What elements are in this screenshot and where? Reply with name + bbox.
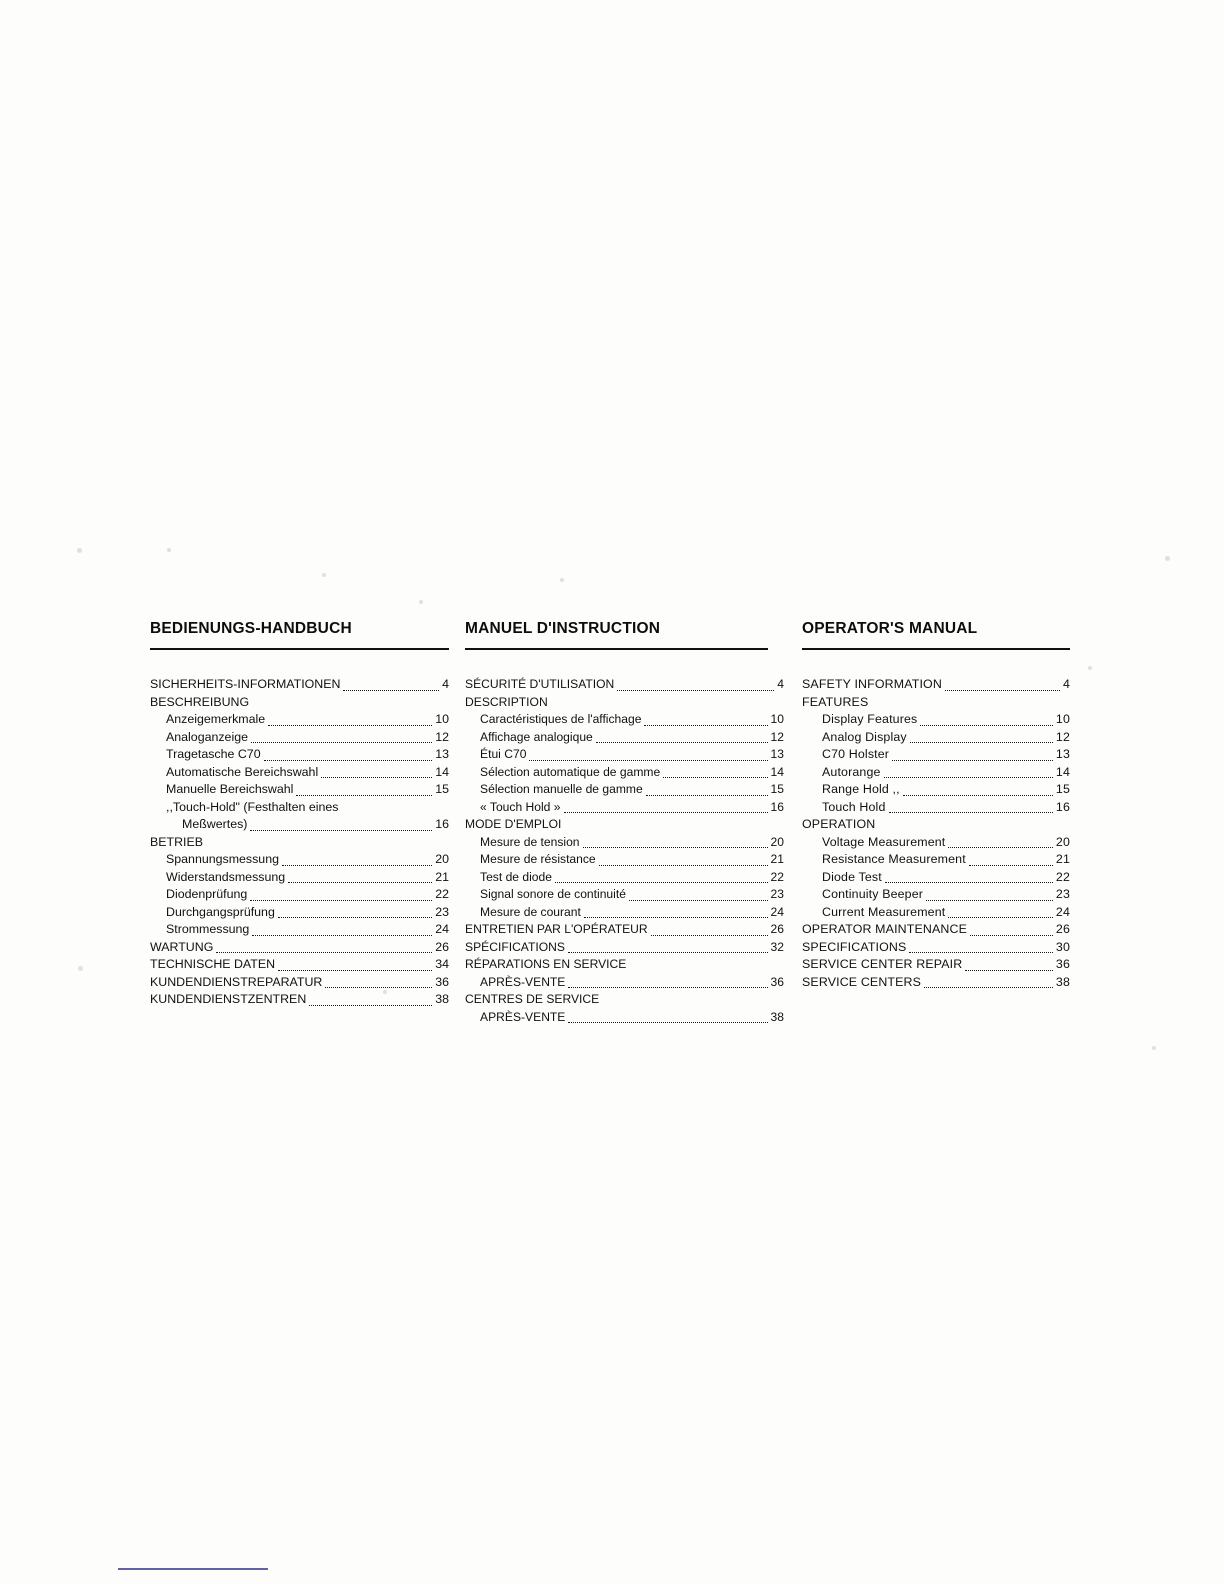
toc-entry-label: SPÉCIFICATIONS <box>465 939 565 954</box>
toc-entry-label: Caractéristiques de l'affichage <box>480 712 642 726</box>
toc-list-french <box>465 676 784 1026</box>
toc-leader-dots <box>602 998 781 1006</box>
toc-leader-dots <box>250 892 432 901</box>
scan-artifact <box>1152 1046 1156 1050</box>
toc-leader-dots <box>617 682 774 691</box>
toc-entry-label: Spannungsmessung <box>166 852 279 866</box>
toc-leader-dots <box>920 717 1053 726</box>
toc-list-german <box>150 676 449 1009</box>
toc-entry[interactable] <box>465 991 784 1009</box>
toc-list-english <box>802 676 1070 991</box>
toc-leader-dots <box>871 700 1067 708</box>
toc-entry[interactable] <box>802 921 1070 939</box>
toc-entry-label: Anzeigemerkmale <box>166 712 266 726</box>
toc-leader-dots <box>884 769 1053 778</box>
toc-entry-label: Voltage Measurement <box>822 834 946 849</box>
toc-entry[interactable] <box>465 851 784 869</box>
toc-entry-page: 13 <box>770 747 784 761</box>
toc-entry[interactable] <box>150 694 449 712</box>
toc-leader-dots <box>250 822 432 831</box>
toc-entry[interactable] <box>150 991 449 1009</box>
toc-entry-page: 24 <box>770 904 784 919</box>
toc-entry-label: Autorange <box>822 764 881 779</box>
toc-entry-label: SERVICE CENTERS <box>802 974 922 989</box>
toc-leader-dots <box>948 909 1053 918</box>
toc-entry[interactable] <box>465 1009 784 1027</box>
toc-leader-dots <box>948 839 1053 848</box>
toc-entry-page: 26 <box>435 939 450 954</box>
toc-column-german <box>150 620 449 1009</box>
title-rule <box>802 648 1070 650</box>
toc-entry-page: 23 <box>435 904 450 919</box>
toc-leader-dots <box>568 979 767 988</box>
toc-entry[interactable] <box>802 904 1070 922</box>
column-title-english: OPERATOR'S MANUAL <box>802 620 978 637</box>
toc-entry[interactable] <box>465 676 784 694</box>
toc-entry-label: Manuelle Bereichswahl <box>166 782 294 796</box>
toc-entry-label: Touch Hold <box>822 799 886 814</box>
toc-leader-dots <box>555 874 768 883</box>
toc-entry[interactable] <box>150 956 449 974</box>
scan-artifact <box>322 573 326 577</box>
toc-entry-page: 16 <box>435 817 450 831</box>
toc-entry[interactable] <box>150 939 449 957</box>
toc-entry[interactable] <box>465 921 784 939</box>
toc-entry-label: Test de diode <box>480 869 552 884</box>
toc-entry-label: Durchgangsprüfung <box>166 904 275 919</box>
toc-leader-dots <box>564 804 768 813</box>
toc-leader-dots <box>646 787 768 796</box>
toc-leader-dots <box>651 927 768 936</box>
toc-entry-label: MODE D'EMPLOI <box>465 817 562 831</box>
toc-entry-label: Resistance Measurement <box>822 852 966 866</box>
toc-entry[interactable] <box>150 816 449 834</box>
toc-entry-label: Range Hold ,, <box>822 782 900 796</box>
toc-entry-label: Diode Test <box>822 869 882 884</box>
toc-leader-dots <box>599 857 768 866</box>
toc-leader-dots <box>903 787 1053 796</box>
toc-leader-dots <box>583 839 768 848</box>
toc-entry[interactable] <box>802 676 1070 694</box>
column-title-german: BEDIENUNGS-HANDBUCH <box>150 620 352 637</box>
toc-entry-label: CENTRES DE SERVICE <box>465 992 600 1006</box>
toc-entry-page: 24 <box>1055 904 1070 919</box>
toc-entry[interactable] <box>150 869 449 887</box>
toc-entry[interactable] <box>802 781 1070 799</box>
toc-leader-dots <box>278 909 432 918</box>
toc-entry[interactable] <box>465 974 784 992</box>
toc-leader-dots <box>926 892 1053 901</box>
toc-entry-label: Mesure de résistance <box>480 852 596 866</box>
toc-leader-dots <box>264 752 433 761</box>
toc-entry-label: Mesure de courant <box>480 904 581 919</box>
toc-entry-label: Analoganzeige <box>166 729 248 744</box>
toc-leader-dots <box>529 752 767 761</box>
toc-entry[interactable] <box>802 711 1070 729</box>
toc-leader-dots <box>909 944 1052 953</box>
toc-leader-dots <box>969 857 1053 866</box>
toc-entry-page: 10 <box>770 712 784 726</box>
toc-entry-page: 26 <box>1055 922 1070 936</box>
toc-entry[interactable] <box>150 921 449 939</box>
toc-leader-dots <box>564 823 781 831</box>
toc-entry[interactable] <box>802 694 1070 712</box>
toc-leader-dots <box>252 927 432 936</box>
toc-leader-dots <box>288 874 432 883</box>
toc-entry[interactable] <box>802 834 1070 852</box>
page-footer-mark <box>118 1568 268 1570</box>
toc-entry[interactable] <box>465 939 784 957</box>
toc-entry-label: BESCHREIBUNG <box>150 694 250 709</box>
toc-leader-dots <box>341 805 446 813</box>
toc-leader-dots <box>970 927 1053 936</box>
toc-entry-label: ENTRETIEN PAR L'OPÉRATEUR <box>465 922 648 936</box>
toc-entry-label: SERVICE CENTER REPAIR <box>802 957 963 971</box>
toc-entry[interactable] <box>802 729 1070 747</box>
toc-entry-page: 15 <box>1055 782 1070 796</box>
toc-leader-dots <box>568 944 768 953</box>
toc-entry-label: APRÈS-VENTE <box>480 974 566 989</box>
toc-entry[interactable] <box>802 746 1070 764</box>
toc-leader-dots <box>663 769 767 778</box>
toc-entry[interactable] <box>802 764 1070 782</box>
toc-entry-page: 13 <box>435 747 450 761</box>
scan-artifact <box>77 548 82 553</box>
toc-entry[interactable] <box>150 781 449 799</box>
toc-entry-label: Automatische Bereichswahl <box>166 764 319 779</box>
toc-entry-page: 38 <box>770 1009 784 1024</box>
toc-leader-dots <box>568 1014 767 1023</box>
toc-leader-dots <box>889 804 1053 813</box>
toc-entry-page: 22 <box>1055 869 1070 884</box>
toc-entry-page: 21 <box>1055 852 1070 866</box>
toc-entry[interactable] <box>465 834 784 852</box>
toc-column-english <box>802 620 1070 991</box>
toc-leader-dots <box>216 944 432 953</box>
toc-entry[interactable] <box>802 974 1070 992</box>
toc-entry-page: 4 <box>777 677 784 691</box>
toc-entry-label: ,,Touch-Hold" (Festhalten eines <box>166 799 339 814</box>
toc-entry-page: 14 <box>1055 764 1070 779</box>
scan-artifact <box>1088 666 1092 670</box>
toc-entry-page: 24 <box>435 922 450 936</box>
toc-entry-label: Meßwertes) <box>182 817 248 831</box>
toc-entry-page: 22 <box>770 869 784 884</box>
toc-entry-page: 14 <box>435 764 450 779</box>
toc-entry-label: OPERATION <box>802 817 876 831</box>
toc-entry-label: Continuity Beeper <box>822 887 924 901</box>
title-rule <box>150 648 449 650</box>
toc-entry[interactable] <box>465 904 784 922</box>
toc-entry[interactable] <box>150 676 449 694</box>
toc-entry-label: Mesure de tension <box>480 834 580 849</box>
toc-leader-dots <box>282 857 432 866</box>
toc-leader-dots <box>268 717 432 726</box>
toc-entry-label: TECHNISCHE DATEN <box>150 957 276 971</box>
toc-entry[interactable] <box>150 851 449 869</box>
toc-entry[interactable] <box>465 886 784 904</box>
toc-entry-label: KUNDENDIENSTREPARATUR <box>150 974 323 989</box>
toc-entry-label: « Touch Hold » <box>480 799 561 814</box>
toc-entry[interactable] <box>802 799 1070 817</box>
toc-entry-page: 32 <box>770 939 784 954</box>
toc-entry-label: SÉCURITÉ D'UTILISATION <box>465 677 615 691</box>
toc-leader-dots <box>892 752 1053 761</box>
toc-entry[interactable] <box>150 974 449 992</box>
toc-entry-page: 15 <box>770 782 784 796</box>
toc-leader-dots <box>296 787 432 796</box>
scan-artifact <box>560 578 564 582</box>
toc-entry-page: 36 <box>770 974 784 989</box>
toc-entry-page: 12 <box>435 729 450 744</box>
scan-artifact <box>167 548 171 552</box>
toc-entry-page: 14 <box>770 764 784 779</box>
toc-leader-dots <box>321 769 432 778</box>
toc-entry-label: Affichage analogique <box>480 729 593 744</box>
toc-entry[interactable] <box>465 869 784 887</box>
toc-entry-page: 30 <box>1055 939 1070 954</box>
toc-entry-label: BETRIEB <box>150 834 204 849</box>
toc-leader-dots <box>878 823 1067 831</box>
toc-entry-label: SPECIFICATIONS <box>802 939 907 954</box>
toc-entry-page: 38 <box>1055 974 1070 989</box>
toc-entry[interactable] <box>802 939 1070 957</box>
toc-entry-page: 34 <box>435 957 450 971</box>
toc-entry-label: Widerstandsmessung <box>166 869 286 884</box>
toc-entry-page: 15 <box>435 782 450 796</box>
toc-entry[interactable] <box>465 711 784 729</box>
toc-leader-dots <box>251 734 432 743</box>
toc-leader-dots <box>309 997 432 1006</box>
toc-leader-dots <box>885 874 1053 883</box>
table-of-contents <box>150 620 1070 1026</box>
toc-leader-dots <box>206 840 446 848</box>
toc-entry-page: 10 <box>435 712 450 726</box>
toc-entry[interactable] <box>802 851 1070 869</box>
toc-entry[interactable] <box>465 694 784 712</box>
toc-entry[interactable] <box>150 746 449 764</box>
toc-entry-page: 16 <box>770 799 784 814</box>
toc-entry-page: 23 <box>1055 887 1070 901</box>
toc-entry[interactable] <box>465 729 784 747</box>
toc-leader-dots <box>325 979 432 988</box>
toc-entry-label: WARTUNG <box>150 939 214 954</box>
toc-entry[interactable] <box>465 746 784 764</box>
toc-leader-dots <box>910 734 1053 743</box>
toc-entry-label: DESCRIPTION <box>465 694 548 709</box>
toc-entry-page: 20 <box>1055 834 1070 849</box>
toc-entry-page: 23 <box>770 887 784 901</box>
toc-column-french <box>465 620 784 1026</box>
toc-entry[interactable] <box>150 711 449 729</box>
toc-entry-label: KUNDENDIENSTZENTREN <box>150 992 307 1006</box>
toc-leader-dots <box>278 962 432 971</box>
toc-entry-label: Sélection manuelle de gamme <box>480 782 643 796</box>
toc-entry[interactable] <box>465 764 784 782</box>
toc-entry-label: SAFETY INFORMATION <box>802 677 942 691</box>
toc-entry-label: Strommessung <box>166 922 250 936</box>
toc-leader-dots <box>629 892 768 901</box>
toc-entry-page: 22 <box>435 887 450 901</box>
scan-artifact <box>419 600 423 604</box>
toc-leader-dots <box>965 962 1053 971</box>
toc-entry-page: 10 <box>1055 712 1070 726</box>
toc-entry[interactable] <box>150 764 449 782</box>
toc-entry[interactable] <box>465 956 784 974</box>
toc-entry[interactable] <box>465 816 784 834</box>
scan-artifact <box>1165 556 1170 561</box>
toc-entry[interactable] <box>465 781 784 799</box>
toc-leader-dots <box>584 909 768 918</box>
toc-entry-page: 20 <box>770 834 784 849</box>
toc-entry-page: 12 <box>770 729 784 744</box>
title-rule <box>465 648 768 650</box>
toc-entry-page: 12 <box>1055 729 1070 744</box>
toc-entry-label: Sélection automatique de gamme <box>480 764 661 779</box>
toc-entry[interactable] <box>150 904 449 922</box>
toc-entry[interactable] <box>150 799 449 817</box>
scan-artifact <box>78 966 83 971</box>
toc-entry[interactable] <box>802 869 1070 887</box>
toc-entry[interactable] <box>150 886 449 904</box>
toc-entry[interactable] <box>802 956 1070 974</box>
toc-entry-page: 13 <box>1055 747 1070 761</box>
toc-entry-page: 4 <box>442 677 450 691</box>
toc-entry-label: C70 Holster <box>822 747 890 761</box>
toc-entry-page: 21 <box>770 852 784 866</box>
toc-entry-label: Analog Display <box>822 729 907 744</box>
toc-entry-label: Current Measurement <box>822 904 946 919</box>
toc-entry-label: Signal sonore de continuité <box>480 887 626 901</box>
toc-entry-page: 36 <box>435 974 450 989</box>
toc-entry-label: OPERATOR MAINTENANCE <box>802 922 968 936</box>
toc-entry-label: APRÈS-VENTE <box>480 1009 566 1024</box>
toc-entry-label: FEATURES <box>802 694 869 709</box>
toc-entry-label: Diodenprüfung <box>166 887 248 901</box>
toc-entry[interactable] <box>150 729 449 747</box>
toc-entry-label: Display Features <box>822 712 918 726</box>
toc-entry-page: 4 <box>1062 677 1070 691</box>
toc-entry[interactable] <box>802 816 1070 834</box>
toc-entry[interactable] <box>465 799 784 817</box>
toc-entry-page: 36 <box>1055 957 1070 971</box>
toc-entry-label: Tragetasche C70 <box>166 747 261 761</box>
toc-entry-label: Étui C70 <box>480 747 527 761</box>
toc-leader-dots <box>252 700 446 708</box>
toc-leader-dots <box>343 682 439 691</box>
toc-entry-page: 20 <box>435 852 450 866</box>
toc-entry[interactable] <box>150 834 449 852</box>
toc-entry-page: 16 <box>1055 799 1070 814</box>
toc-entry-label: SICHERHEITS-INFORMATIONEN <box>150 677 341 691</box>
toc-leader-dots <box>644 717 767 726</box>
toc-leader-dots <box>629 963 781 971</box>
toc-entry-page: 26 <box>770 922 784 936</box>
toc-leader-dots <box>924 979 1053 988</box>
toc-entry-page: 38 <box>435 992 450 1006</box>
toc-leader-dots <box>551 700 781 708</box>
toc-entry-label: RÉPARATIONS EN SERVICE <box>465 957 627 971</box>
toc-entry[interactable] <box>802 886 1070 904</box>
toc-leader-dots <box>945 682 1060 691</box>
column-title-french: MANUEL D'INSTRUCTION <box>465 620 661 637</box>
toc-leader-dots <box>596 734 768 743</box>
toc-entry-page: 21 <box>435 869 450 884</box>
